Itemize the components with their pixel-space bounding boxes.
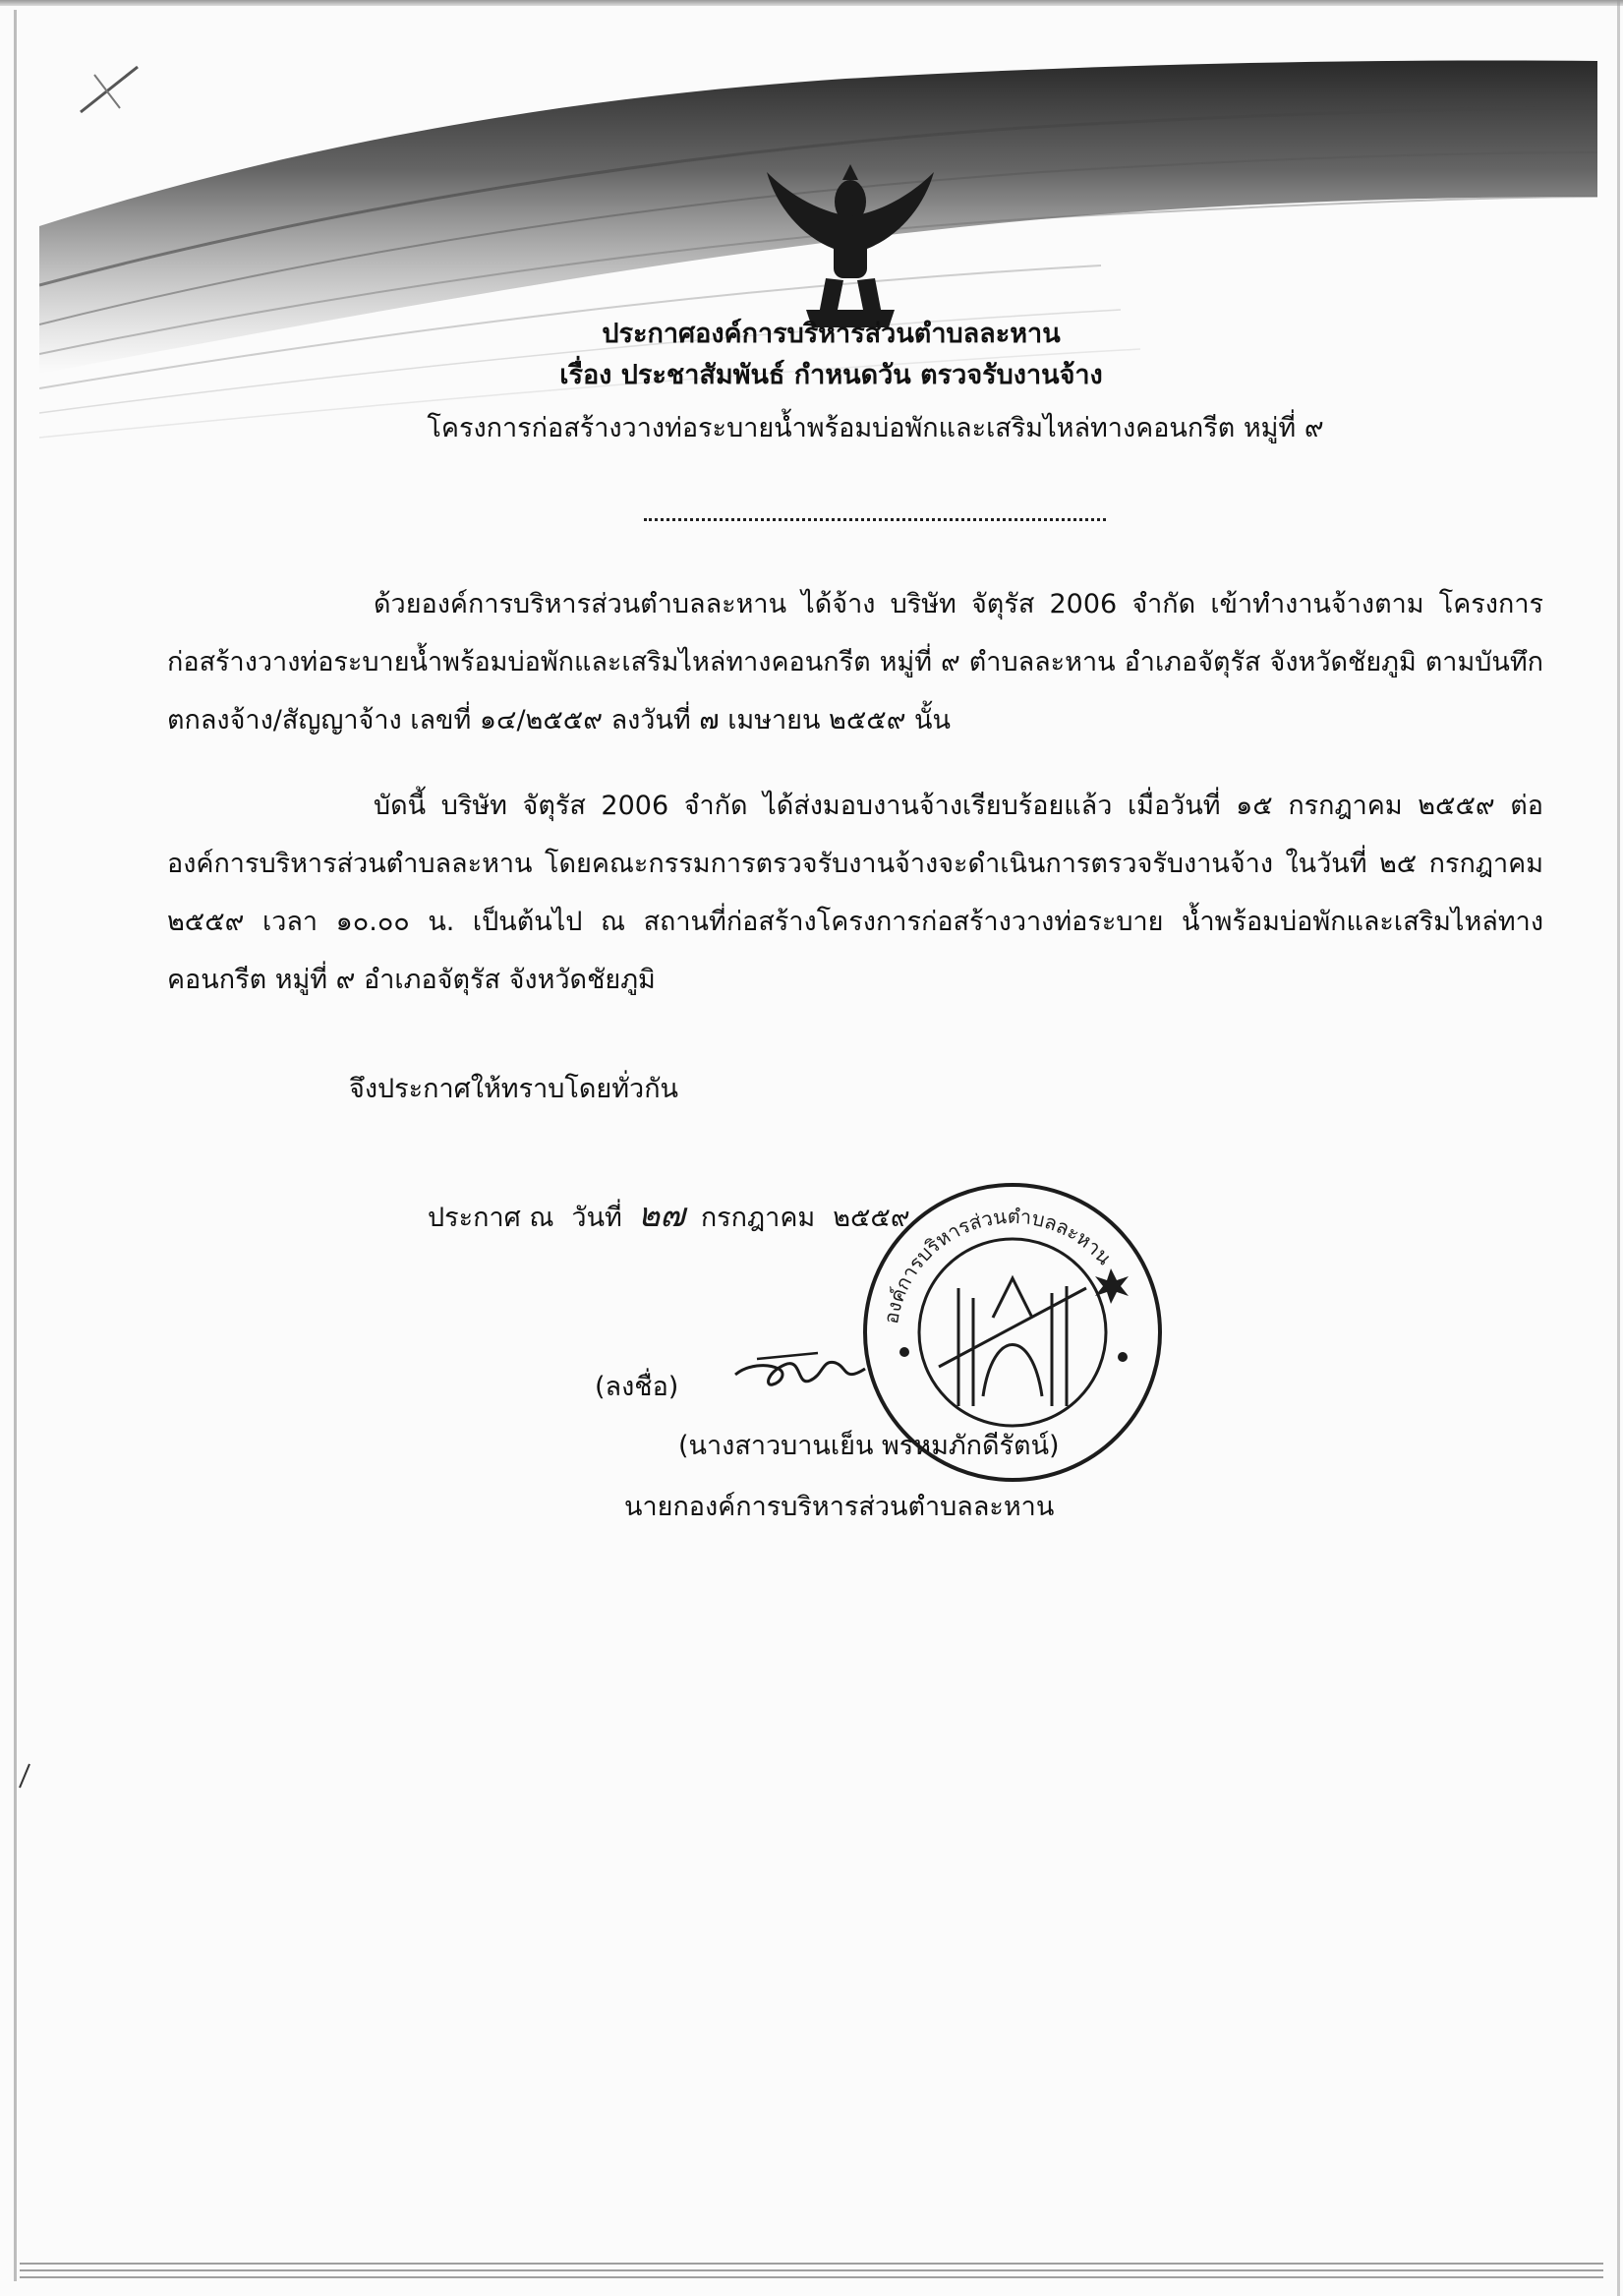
signer-name: (นางสาวบานเย็น พรหมภักดีรัตน์) [678, 1431, 1060, 1461]
project-title: โครงการก่อสร้างวางท่อระบายน้ำพร้อมบ่อพักและเสริมไหล่ทางคอนกรีต หมู่ที่ ๙ [427, 413, 1324, 443]
signer-title: นายกองค์การบริหารส่วนตำบลละหาน [624, 1492, 1055, 1522]
svg-text:องค์การบริหารส่วนตำบลละหาน: องค์การบริหารส่วนตำบลละหาน [879, 1204, 1117, 1326]
dotted-divider [644, 518, 1106, 521]
paragraph-1: ด้วยองค์การบริหารส่วนตำบลละหาน ได้จ้าง บริษัท จัตุรัส 2006 จำกัด เข้าทำงานจ้างตาม โครงการก่อสร้างวางท่อระบายน้ำพร้อมบ่อพักและเสริมไหล่ทางคอนกรีต หมู่ที่ ๙ ตำบลละหาน อำเภอจัตุรัส จังหวัดชัยภูมิ ตามบันทึกตกลงจ้าง/สัญญาจ้าง เลขที่ ๑๔/๒๕๕๙ ลงวันที่ ๗ เมษายน ๒๕๕๙ นั้น [167, 589, 1543, 736]
announcement-header [0, 317, 1623, 446]
scan-edge-bottom [20, 2263, 1603, 2288]
sign-label: (ลงชื่อ) [595, 1372, 679, 1402]
announcement-date [428, 1188, 910, 1241]
announcement-title: ประกาศองค์การบริหารส่วนตำบลละหาน [602, 319, 1061, 349]
date-day-handwritten: ๒๗ [637, 1196, 685, 1235]
official-seal-stamp [845, 1170, 1180, 1495]
date-year: ๒๕๕๙ [833, 1203, 910, 1233]
stray-mark [18, 1760, 31, 1790]
scan-edge-top [0, 0, 1623, 6]
date-prefix: ประกาศ ณ [428, 1203, 554, 1233]
paragraph-2: บัดนี้ บริษัท จัตุรัส 2006 จำกัด ได้ส่งมอบงานจ้างเรียบร้อยแล้ว เมื่อวันที่ ๑๕ กรกฎาคม ๒๕๕๙ ต่อองค์การบริหารส่วนตำบลละหาน โดยคณะกรรมการตรวจรับงานจ้างจะดำเนินการตรวจรับงานจ้าง ในวันที่ ๒๕ กรกฎาคม ๒๕๕๙ เวลา ๑๐.๐๐ น. เป็นต้นไป ณ สถานที่ก่อสร้างโครงการก่อสร้างวางท่อระบาย น้ำพร้อมบ่อพักและเสริมไหล่ทางคอนกรีต หมู่ที่ ๙ อำเภอจัตุรัส จังหวัดชัยภูมิ [167, 791, 1543, 995]
garuda-emblem-icon [747, 162, 954, 339]
date-day-label: วันที่ [571, 1203, 622, 1233]
announcement-subject: เรื่อง ประชาสัมพันธ์ กำหนดวัน ตรวจรับงานจ้าง [559, 360, 1103, 390]
closing-line: จึงประกาศให้ทราบโดยทั่วกัน [349, 1074, 678, 1104]
date-month: กรกฎาคม [700, 1203, 816, 1233]
